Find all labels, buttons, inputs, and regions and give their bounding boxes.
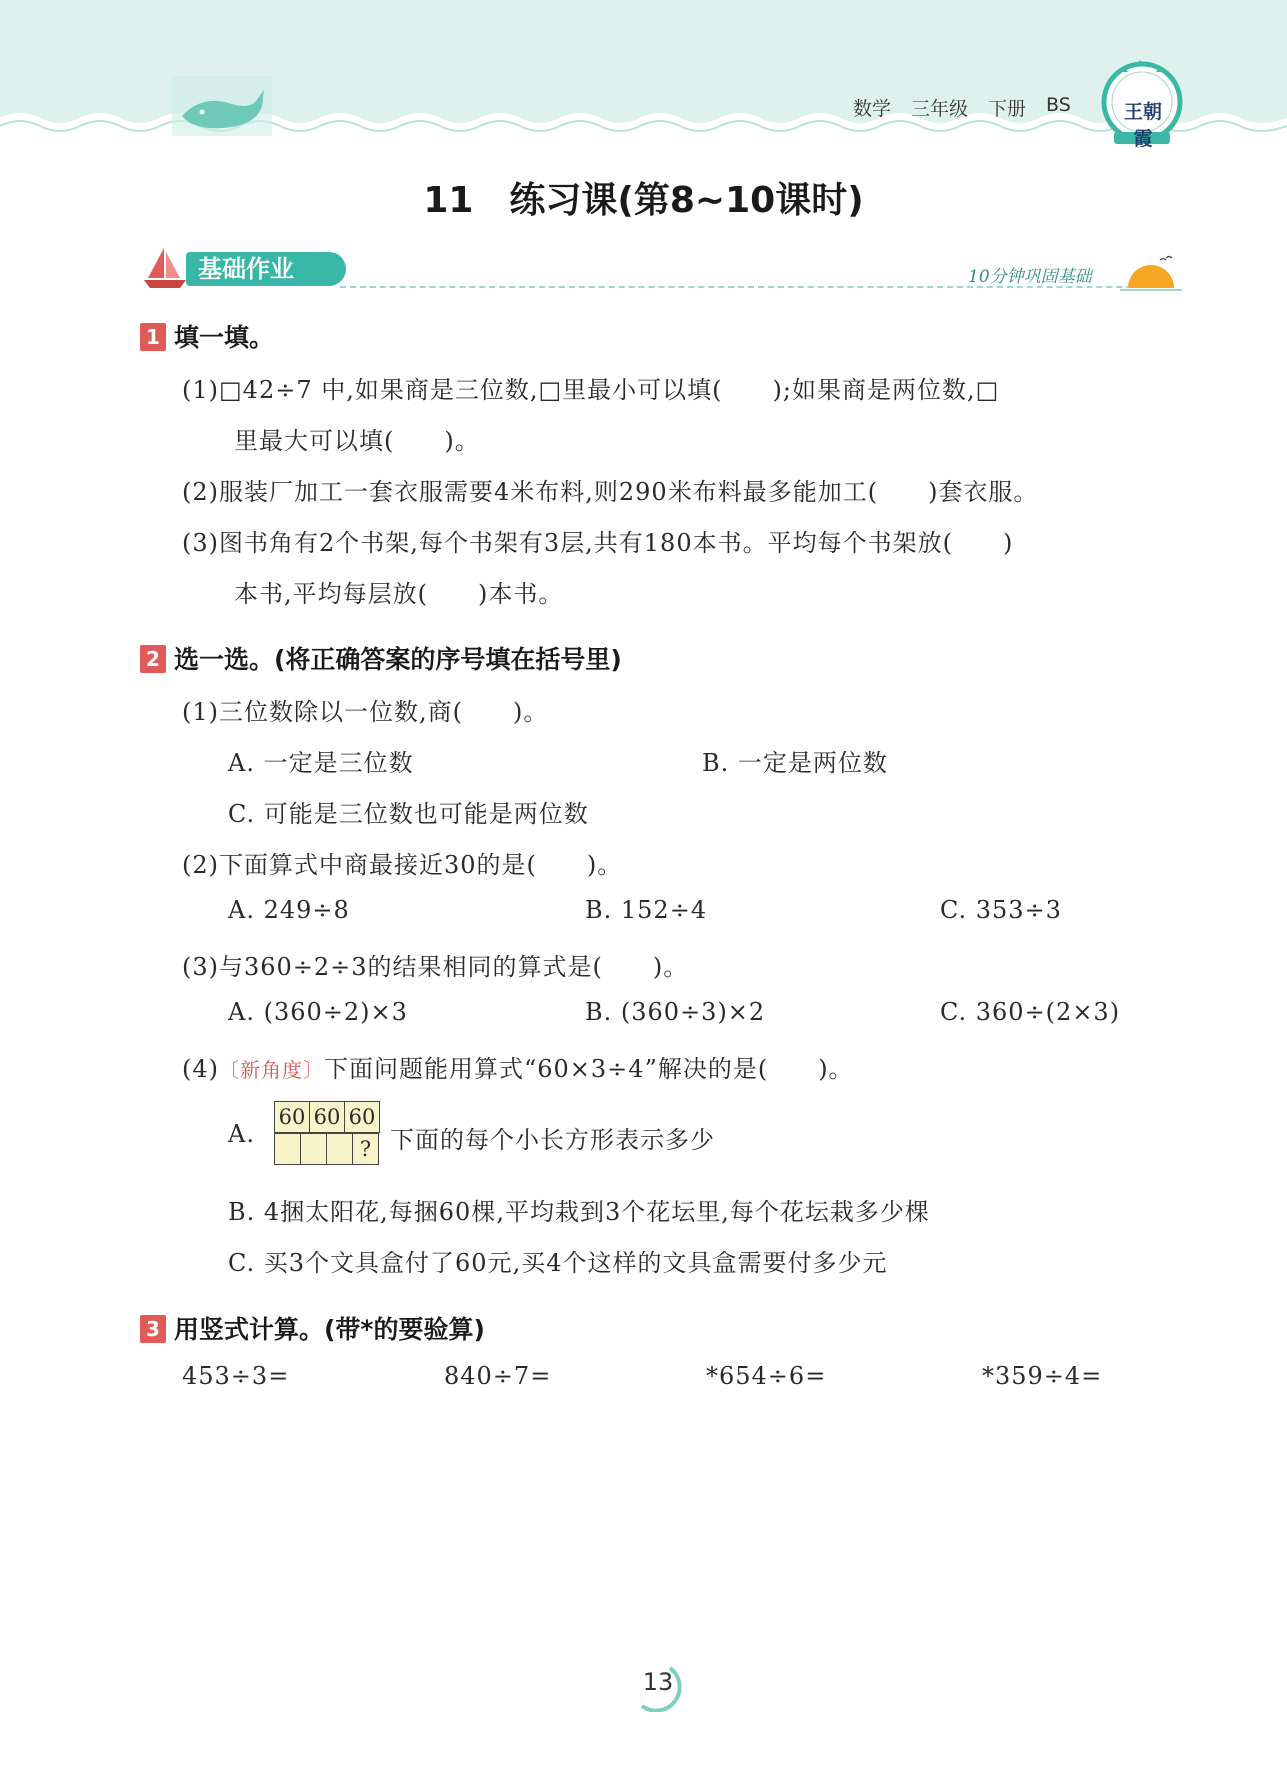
bar-diagram	[274, 1101, 380, 1133]
q3-item: 453÷3=	[182, 1362, 290, 1390]
q2-part2-option-a: A. 249÷8	[228, 896, 350, 924]
q2-part1-stem: (1)三位数除以一位数,商( )。	[182, 698, 549, 726]
grade-label: 三年级	[911, 98, 969, 120]
q2-part4-prefix: (4)	[182, 1055, 219, 1083]
q1-line: (2)服装厂加工一套衣服需要4米布料,则290米布料最多能加工( )套衣服。	[182, 478, 1039, 506]
diagram-cell	[275, 1134, 301, 1165]
question-1-title: 填一填。	[174, 323, 275, 352]
page-number: 13	[642, 1668, 674, 1696]
question-1-number: 1	[140, 323, 166, 351]
volume-label: 下册	[988, 98, 1027, 120]
q3-item: *654÷6=	[706, 1362, 827, 1390]
q2-part4-stem	[182, 1049, 854, 1084]
q2-part4-option-a-label: A.	[228, 1120, 255, 1148]
header-meta	[853, 94, 1071, 121]
q2-part4-question: 下面问题能用算式“60×3÷4”解决的是( )。	[324, 1055, 854, 1083]
q2-part3-option-b: B. (360÷3)×2	[585, 998, 766, 1026]
question-3-title: 用竖式计算。(带*的要验算)	[174, 1315, 485, 1344]
diagram-cell	[327, 1134, 353, 1165]
diagram-cell	[301, 1134, 327, 1165]
sailboat-icon	[142, 244, 188, 290]
q2-part3-option-c: C. 360÷(2×3)	[940, 998, 1121, 1026]
q1-line: (3)图书角有2个书架,每个书架有3层,共有180本书。平均每个书架放( )	[182, 529, 1014, 557]
q2-part2-option-c: C. 353÷3	[940, 896, 1062, 924]
question-3-number: 3	[140, 1315, 166, 1343]
diagram-cell: 60	[310, 1102, 345, 1133]
diagram-cell: 60	[275, 1102, 310, 1133]
q2-part1-option-b: B. 一定是两位数	[702, 749, 888, 777]
q1-line: 里最大可以填( )。	[234, 427, 480, 455]
diagram-cell: 60	[345, 1102, 380, 1133]
whale-icon	[172, 76, 272, 136]
q2-part2-option-b: B. 152÷4	[585, 896, 708, 924]
q3-item: *359÷4=	[982, 1362, 1103, 1390]
q2-part2-stem: (2)下面算式中商最接近30的是( )。	[182, 851, 623, 879]
question-3-heading	[140, 1310, 485, 1346]
question-1-heading	[140, 318, 274, 354]
edition-label: BS	[1046, 94, 1071, 116]
section-tagline: 10分钟巩固基础	[968, 267, 1092, 287]
page-title: 11 练习课(第8~10课时)	[423, 180, 864, 221]
question-2-heading	[140, 640, 622, 676]
section-label: 基础作业	[198, 255, 294, 283]
q1-line: 本书,平均每层放( )本书。	[234, 580, 564, 608]
q2-part3-stem: (3)与360÷2÷3的结果相同的算式是( )。	[182, 953, 689, 981]
q2-part4-option-c: C. 买3个文具盒付了60元,买4个这样的文具盒需要付多少元	[228, 1249, 888, 1277]
q2-part4-option-a-text: 下面的每个小长方形表示多少	[390, 1126, 715, 1154]
q2-part1-option-a: A. 一定是三位数	[228, 749, 414, 777]
q2-part1-option-c: C. 可能是三位数也可能是两位数	[228, 800, 589, 828]
sunrise-icon	[1120, 254, 1182, 294]
q1-line: (1)□42÷7 中,如果商是三位数,□里最小可以填( );如果商是两位数,□	[182, 376, 1000, 404]
q3-item: 840÷7=	[444, 1362, 552, 1390]
diagram-cell-question: ?	[353, 1134, 379, 1165]
question-2-number: 2	[140, 645, 166, 673]
question-2-title: 选一选。(将正确答案的序号填在括号里)	[174, 645, 622, 674]
bar-diagram-bottom	[274, 1133, 379, 1165]
new-angle-tag: 〔新角度〕	[219, 1058, 324, 1082]
q2-part3-option-a: A. (360÷2)×3	[228, 998, 408, 1026]
brand-name: 王朝霞	[1123, 101, 1162, 150]
q2-part4-option-b: B. 4捆太阳花,每捆60棵,平均栽到3个花坛里,每个花坛栽多少棵	[228, 1198, 930, 1226]
subject-label: 数学	[853, 98, 892, 120]
